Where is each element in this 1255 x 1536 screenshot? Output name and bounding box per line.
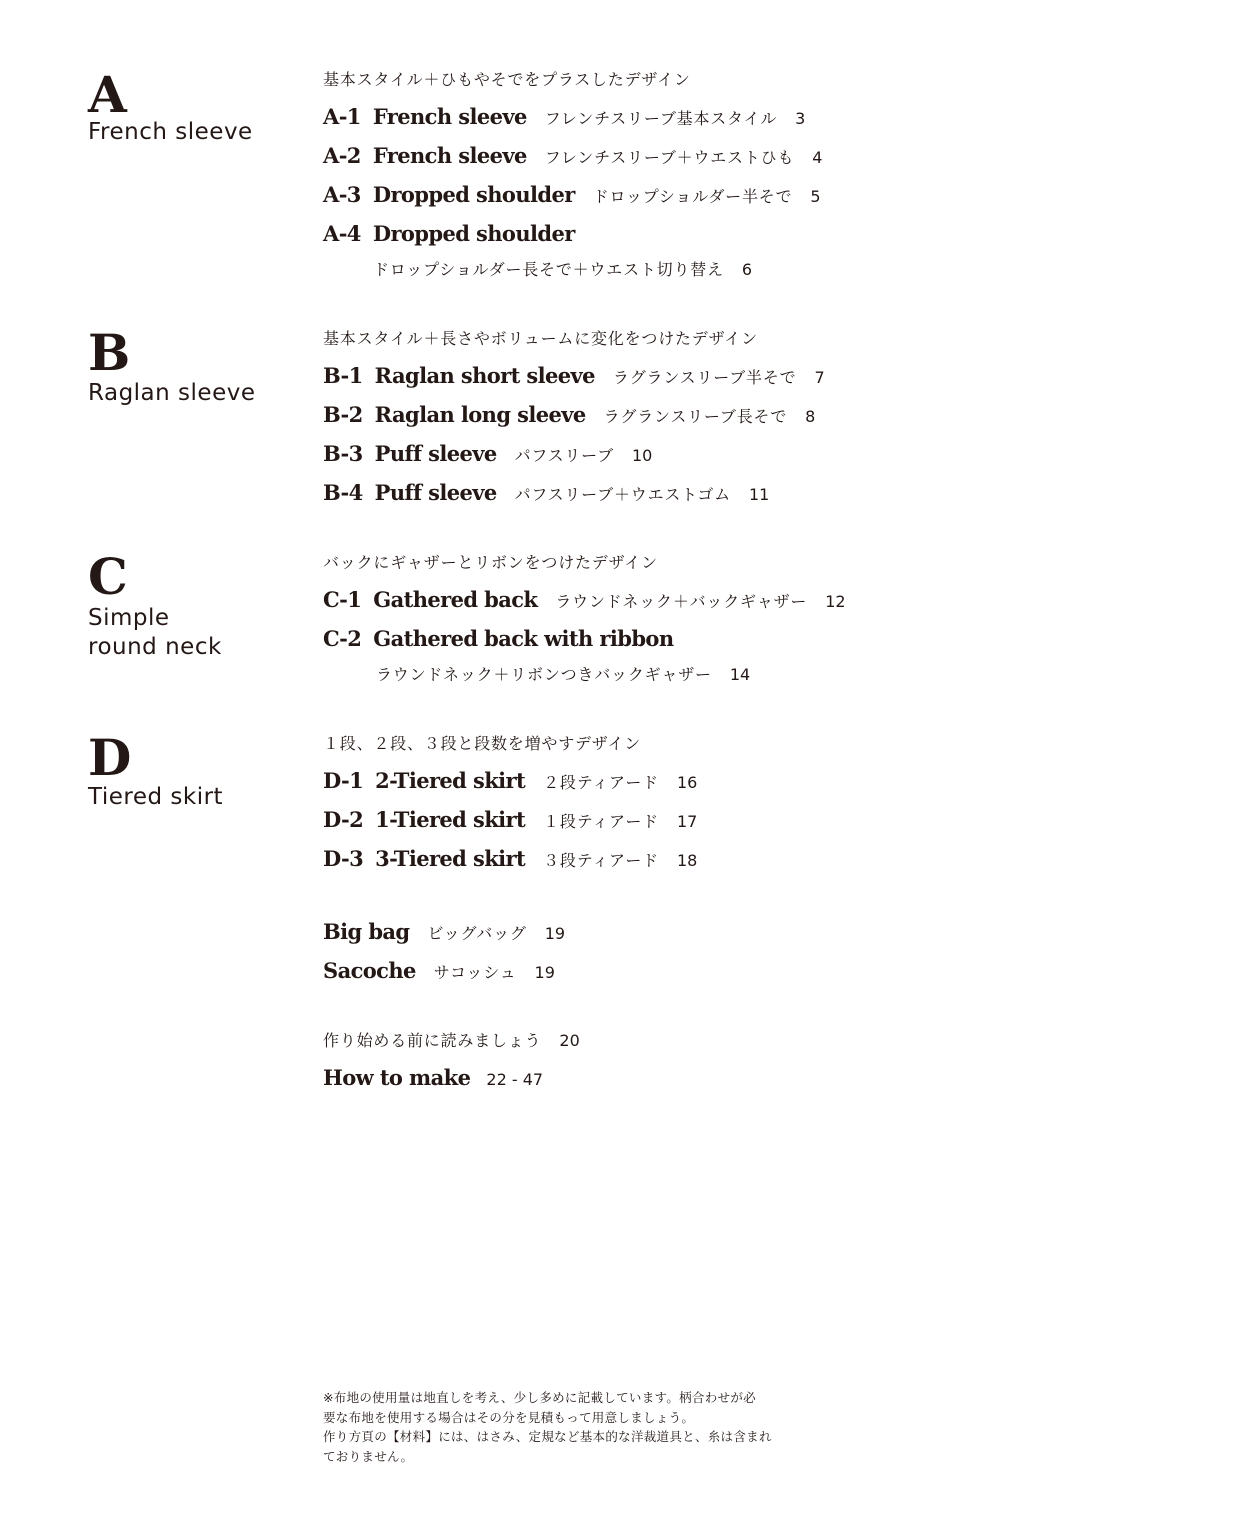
toc-entry-a-4[interactable] bbox=[323, 219, 575, 249]
entry-code: A-1 bbox=[323, 104, 361, 129]
entry-page: 11 bbox=[748, 485, 770, 504]
section-d-letter: D bbox=[88, 728, 131, 787]
entry-code: A-3 bbox=[323, 182, 361, 207]
entry-code: D-2 bbox=[323, 807, 364, 832]
footnote-line: ※布地の使用量は地直しを考え、少し多めに記載しています。柄合わせが必 bbox=[323, 1390, 756, 1405]
entry-page: 7 bbox=[814, 368, 825, 387]
footnote-line: ておりません。 bbox=[323, 1448, 414, 1464]
entry-title: French sleeve bbox=[372, 143, 527, 168]
entry-jp: ラウンドネック＋バックギャザー bbox=[555, 592, 808, 611]
toc-entry-big-bag[interactable] bbox=[323, 917, 565, 947]
entry-jp: １段ティアード bbox=[543, 812, 659, 831]
entry-page: 10 bbox=[631, 446, 653, 465]
entry-title: Puff sleeve bbox=[374, 441, 497, 466]
section-a-letter: A bbox=[88, 65, 126, 124]
toc-entry-d-2[interactable] bbox=[323, 805, 697, 835]
footnote bbox=[323, 1388, 793, 1466]
entry-title: 1-Tiered skirt bbox=[375, 807, 526, 832]
toc-entry-read-before[interactable] bbox=[323, 1029, 580, 1053]
entry-code: A-4 bbox=[323, 221, 361, 246]
section-d-name bbox=[88, 783, 223, 812]
toc-entry-how-to-make[interactable] bbox=[323, 1063, 543, 1093]
entry-jp: ラウンドネック＋リボンつきバックギャザー bbox=[376, 665, 712, 684]
toc-entry-a-2[interactable] bbox=[323, 141, 822, 171]
toc-entry-c-2-subline[interactable] bbox=[376, 663, 750, 687]
entry-code: B-2 bbox=[323, 402, 363, 427]
footnote-line: 作り方頁の【材料】には、はさみ、定規など基本的な洋裁道具と、糸は含まれ bbox=[323, 1429, 772, 1444]
entry-page: 3 bbox=[795, 109, 806, 128]
toc-entry-sacoche[interactable] bbox=[323, 956, 555, 986]
entry-page: 4 bbox=[812, 148, 823, 167]
section-a-name-line: French sleeve bbox=[88, 119, 253, 145]
section-c-name bbox=[88, 604, 222, 662]
toc-entry-b-1[interactable] bbox=[323, 361, 825, 391]
entry-page: 8 bbox=[805, 407, 816, 426]
entry-page: 20 bbox=[559, 1031, 580, 1050]
entry-title: Dropped shoulder bbox=[372, 221, 575, 246]
entry-jp: ３段ティアード bbox=[543, 851, 659, 870]
section-c-description: バックにギャザーとリボンをつけたデザイン bbox=[323, 553, 658, 572]
toc-entry-a-1[interactable] bbox=[323, 102, 805, 132]
entry-code: C-2 bbox=[323, 626, 362, 651]
entry-title: Gathered back bbox=[373, 587, 538, 612]
entry-jp: ドロップショルダー半そで bbox=[592, 187, 793, 206]
toc-entry-b-4[interactable] bbox=[323, 478, 769, 508]
entry-title: 2-Tiered skirt bbox=[375, 768, 526, 793]
entry-title: 3-Tiered skirt bbox=[375, 846, 526, 871]
entry-jp: フレンチスリーブ＋ウエストひも bbox=[544, 148, 795, 167]
entry-jp: ビッグバッグ bbox=[427, 924, 527, 943]
entry-jp: パフスリーブ＋ウエストゴム bbox=[514, 485, 731, 504]
entry-title: Raglan short sleeve bbox=[374, 363, 595, 388]
section-b-description: 基本スタイル＋長さやボリュームに変化をつけたデザイン bbox=[323, 329, 758, 348]
toc-entry-a-4-subline[interactable] bbox=[373, 258, 752, 282]
entry-code: A-2 bbox=[323, 143, 361, 168]
section-c-name-line-2: round neck bbox=[88, 634, 222, 660]
entry-page: 14 bbox=[729, 665, 751, 684]
entry-title: Puff sleeve bbox=[374, 480, 497, 505]
entry-jp: ラグランスリーブ半そで bbox=[612, 368, 797, 387]
entry-code: D-3 bbox=[323, 846, 364, 871]
entry-title: French sleeve bbox=[372, 104, 527, 129]
footnote-line: 要な布地を使用する場合はその分を見積もって用意しましょう。 bbox=[323, 1409, 695, 1425]
entry-jp: ２段ティアード bbox=[543, 773, 659, 792]
entry-page: 19 bbox=[544, 924, 566, 943]
entry-code: B-4 bbox=[323, 480, 363, 505]
entry-title: Gathered back with ribbon bbox=[373, 626, 674, 651]
entry-title: Sacoche bbox=[323, 958, 416, 983]
section-c-name-line-1: Simple bbox=[88, 605, 170, 631]
entry-page: 19 bbox=[534, 963, 555, 982]
section-b-name-line: Raglan sleeve bbox=[88, 380, 256, 406]
entry-page: 22 - 47 bbox=[486, 1070, 544, 1089]
entry-jp: ラグランスリーブ長そで bbox=[603, 407, 788, 426]
section-a-description: 基本スタイル＋ひもやそでをプラスしたデザイン bbox=[323, 70, 691, 89]
entry-code: C-1 bbox=[323, 587, 362, 612]
toc-entry-d-1[interactable] bbox=[323, 766, 697, 796]
entry-jp: フレンチスリーブ基本スタイル bbox=[544, 109, 778, 128]
entry-page: 18 bbox=[676, 851, 698, 870]
entry-page: 17 bbox=[676, 812, 698, 831]
entry-title: Raglan long sleeve bbox=[374, 402, 586, 427]
entry-page: 16 bbox=[676, 773, 698, 792]
toc-entry-b-3[interactable] bbox=[323, 439, 652, 469]
entry-jp: 作り始める前に読みましょう bbox=[323, 1031, 542, 1050]
toc-entry-d-3[interactable] bbox=[323, 844, 697, 874]
entry-code: D-1 bbox=[323, 768, 364, 793]
section-b-letter: B bbox=[88, 323, 130, 382]
section-d-name-line: Tiered skirt bbox=[88, 784, 224, 810]
toc-entry-b-2[interactable] bbox=[323, 400, 815, 430]
entry-code: B-1 bbox=[323, 363, 363, 388]
toc-entry-c-1[interactable] bbox=[323, 585, 846, 615]
entry-jp: ドロップショルダー長そで＋ウエスト切り替え bbox=[373, 260, 724, 279]
entry-jp: サコッシュ bbox=[433, 963, 517, 982]
entry-title: Big bag bbox=[323, 919, 410, 944]
toc-entry-c-2[interactable] bbox=[323, 624, 674, 654]
section-b-name bbox=[88, 379, 255, 408]
section-c-letter: C bbox=[88, 547, 127, 606]
entry-title: How to make bbox=[323, 1065, 471, 1090]
entry-title: Dropped shoulder bbox=[372, 182, 575, 207]
entry-jp: パフスリーブ bbox=[514, 446, 614, 465]
section-a-name bbox=[88, 118, 253, 147]
entry-code: B-3 bbox=[323, 441, 363, 466]
entry-page: 5 bbox=[810, 187, 821, 206]
toc-entry-a-3[interactable] bbox=[323, 180, 821, 210]
entry-page: 6 bbox=[741, 260, 753, 279]
section-d-description: １段、２段、３段と段数を増やすデザイン bbox=[323, 734, 642, 753]
entry-page: 12 bbox=[825, 592, 846, 611]
